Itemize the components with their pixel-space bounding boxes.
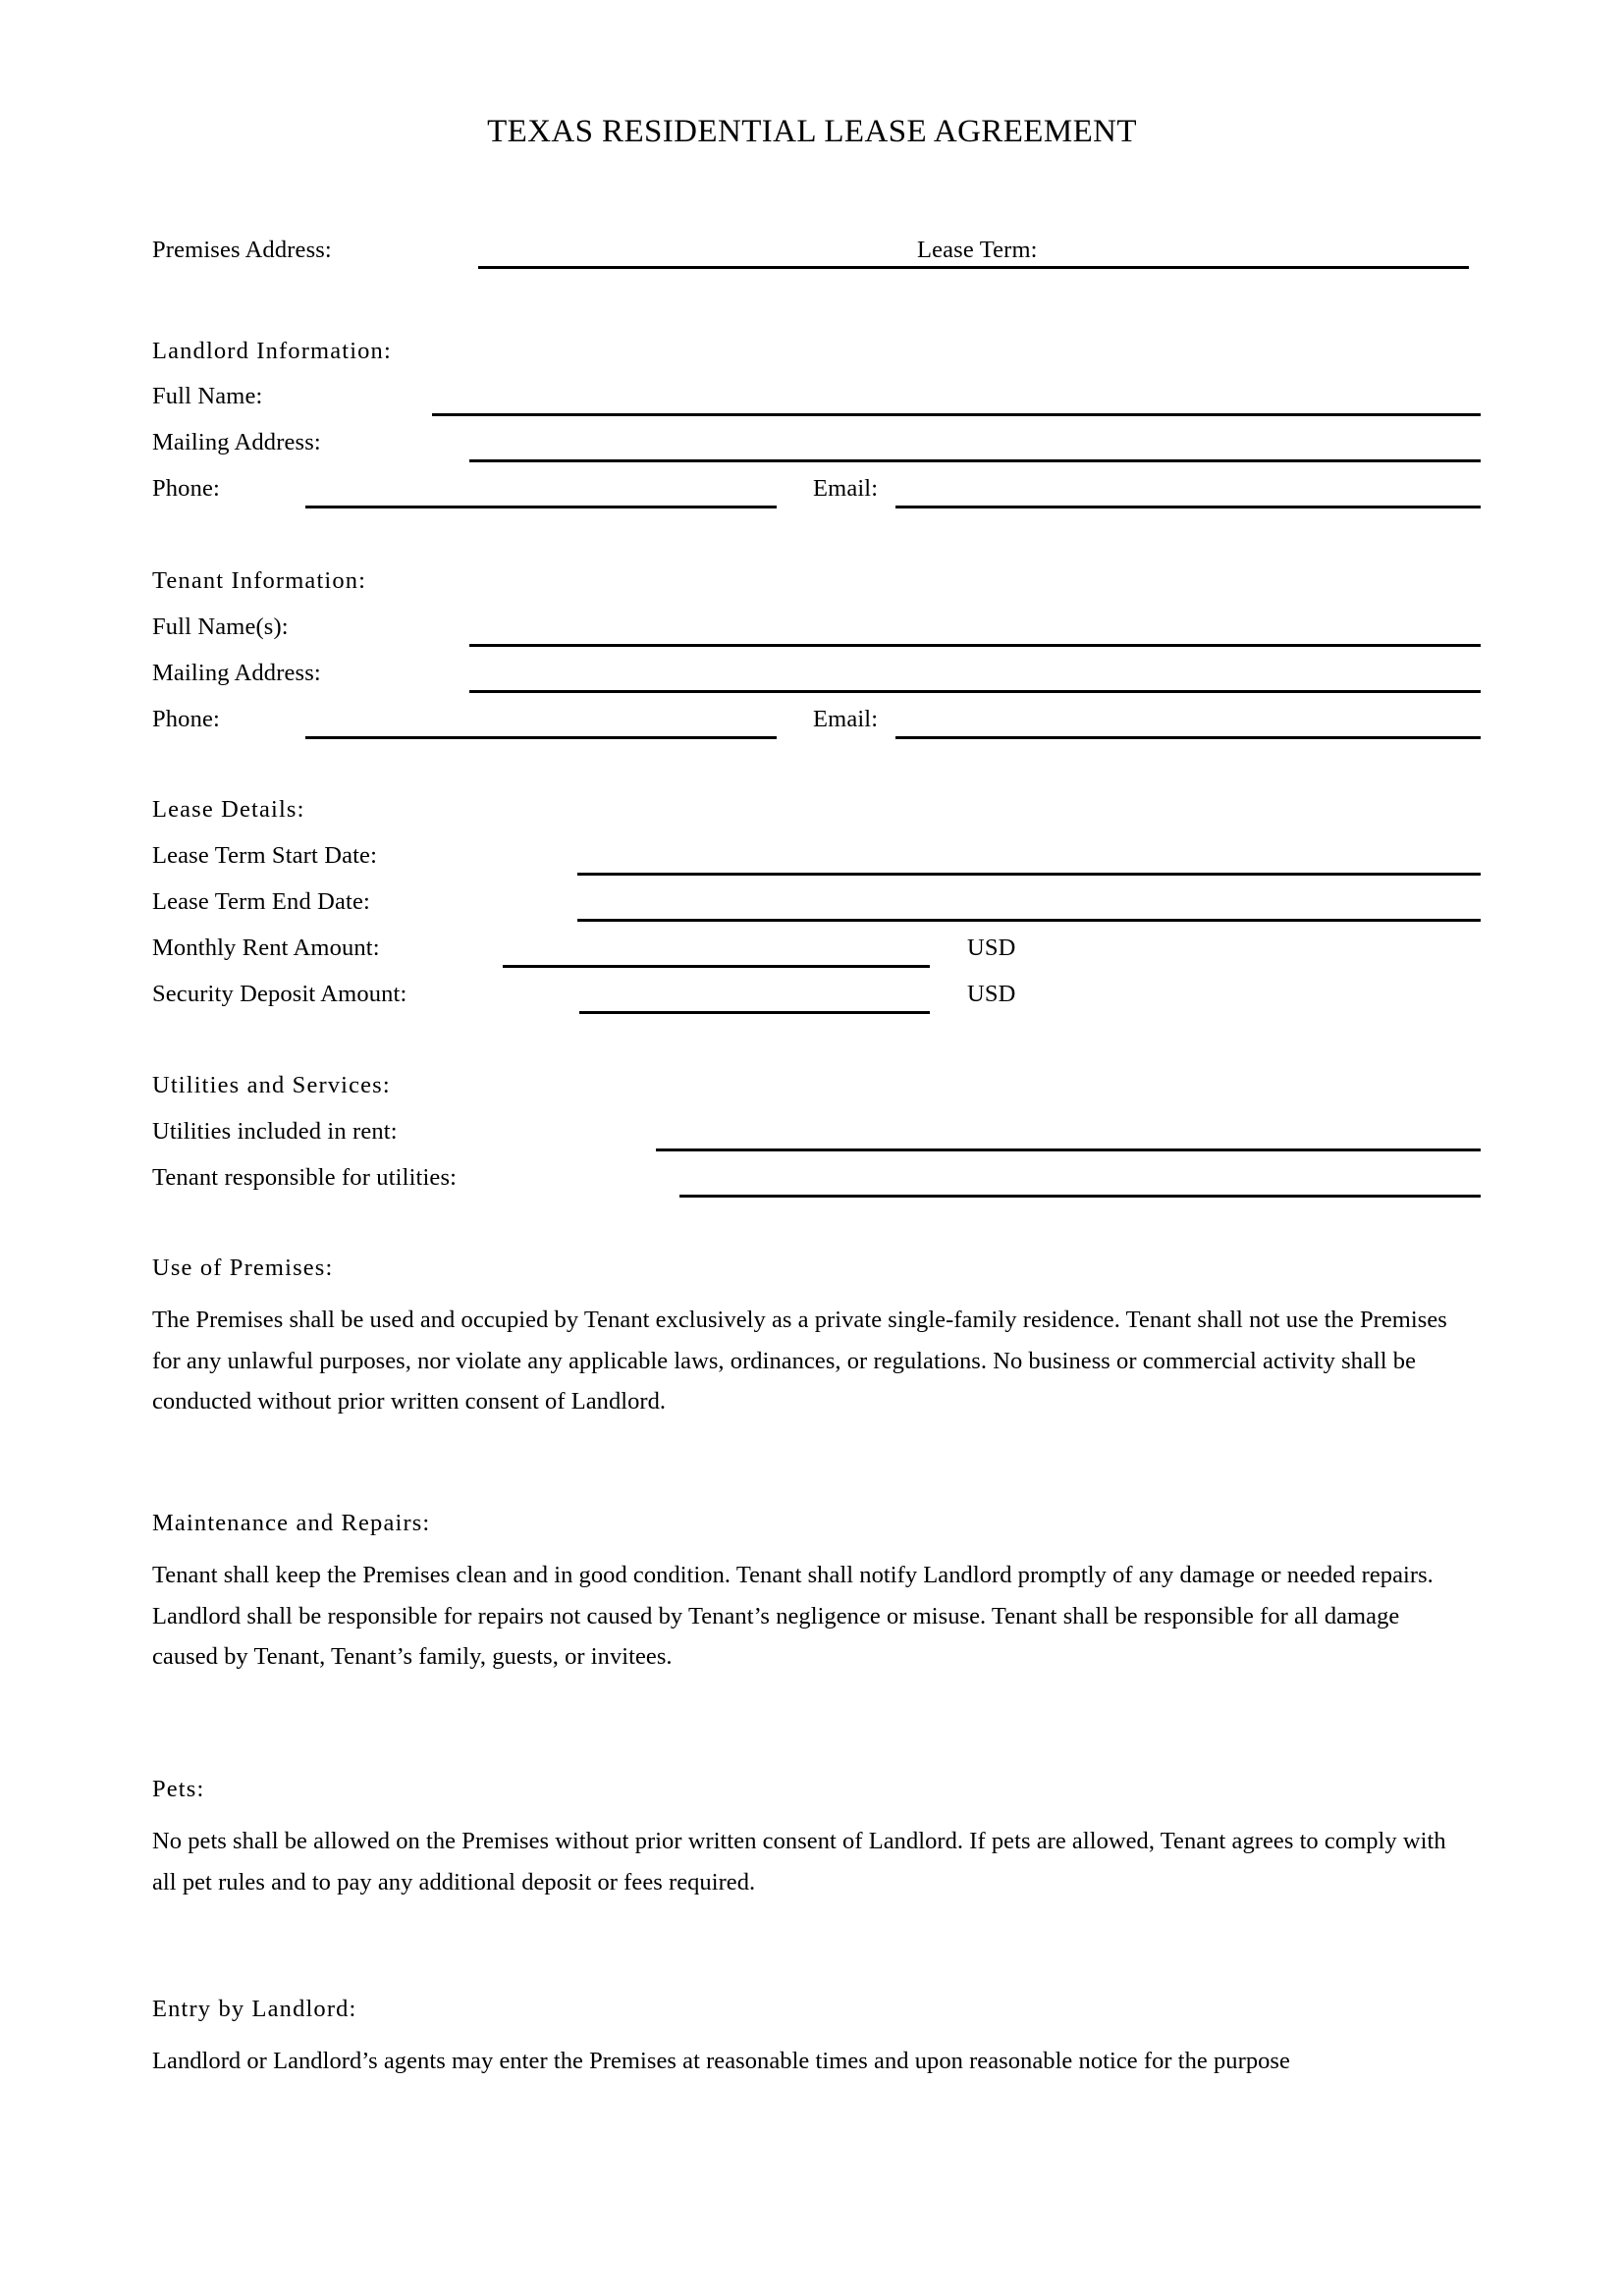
monthly-rent-input-line[interactable] [503, 965, 930, 968]
pets-body: No pets shall be allowed on the Premises without prior written consent of Landlord. If pets are allowed, Tenant agrees to comply with all pet rules and to pay any additional deposit or fees required. [152, 1828, 1446, 1896]
security-deposit-input-line[interactable] [579, 1011, 930, 1014]
security-deposit-currency-label: USD [967, 981, 1016, 1007]
page-title: TEXAS RESIDENTIAL LEASE AGREEMENT [487, 114, 1137, 149]
monthly-rent-currency-label: USD [967, 934, 1016, 961]
landlord-email-input-line[interactable] [895, 506, 1481, 508]
tenant-full-names-label: Full Name(s): [152, 614, 289, 640]
landlord-full-name-input-line[interactable] [432, 413, 1481, 416]
utilities-included-input-line[interactable] [656, 1148, 1481, 1151]
landlord-email-label: Email: [813, 475, 879, 502]
entry-by-landlord-heading: Entry by Landlord: [152, 1996, 357, 2022]
tenant-responsible-utilities-input-line[interactable] [679, 1195, 1481, 1198]
tenant-information-heading: Tenant Information: [152, 567, 367, 594]
lease-details-heading: Lease Details: [152, 796, 305, 823]
entry-by-landlord-body: Landlord or Landlord’s agents may enter the Premises at reasonable times and upon reasonable notice for the purpose [152, 2048, 1290, 2074]
tenant-responsible-utilities-label: Tenant responsible for utilities: [152, 1164, 458, 1191]
landlord-information-heading: Landlord Information: [152, 338, 392, 364]
landlord-phone-label: Phone: [152, 475, 220, 502]
tenant-email-label: Email: [813, 706, 879, 732]
tenant-email-input-line[interactable] [895, 736, 1481, 739]
landlord-full-name-label: Full Name: [152, 383, 263, 409]
lease-start-date-input-line[interactable] [577, 873, 1481, 876]
maintenance-and-repairs-body: Tenant shall keep the Premises clean and in good condition. Tenant shall notify Landlord promptly of any damage or needed repairs. Landlord shall be responsible for repairs not caused by Tenant’s negligence or misuse. Tenant shall be responsible for all damage caused by Tenant, Tenant’s family, guests, or invitees. [152, 1562, 1434, 1670]
use-of-premises-body: The Premises shall be used and occupied by Tenant exclusively as a private single-family residence. Tenant shall not use the Premises for any unlawful purposes, nor violate any applicable laws, ordinances, or regulations. No business or commercial activity shall be conducted without prior written consent of Landlord. [152, 1307, 1447, 1415]
premises-address-label: Premises Address: [152, 237, 332, 263]
tenant-mailing-address-label: Mailing Address: [152, 660, 321, 686]
landlord-phone-input-line[interactable] [305, 506, 777, 508]
monthly-rent-label: Monthly Rent Amount: [152, 934, 380, 961]
pets-heading: Pets: [152, 1776, 205, 1802]
utilities-included-label: Utilities included in rent: [152, 1118, 398, 1145]
tenant-full-names-input-line[interactable] [469, 644, 1481, 647]
use-of-premises-heading: Use of Premises: [152, 1255, 334, 1281]
premises-address-input-line[interactable] [478, 266, 1469, 269]
lease-start-date-label: Lease Term Start Date: [152, 842, 378, 869]
lease-end-date-input-line[interactable] [577, 919, 1481, 922]
landlord-mailing-address-label: Mailing Address: [152, 429, 321, 455]
landlord-mailing-address-input-line[interactable] [469, 459, 1481, 462]
utilities-and-services-heading: Utilities and Services: [152, 1072, 391, 1098]
tenant-phone-input-line[interactable] [305, 736, 777, 739]
maintenance-and-repairs-heading: Maintenance and Repairs: [152, 1510, 431, 1536]
lease-term-label: Lease Term: [917, 237, 1038, 263]
lease-end-date-label: Lease Term End Date: [152, 888, 370, 915]
security-deposit-label: Security Deposit Amount: [152, 981, 407, 1007]
tenant-phone-label: Phone: [152, 706, 220, 732]
tenant-mailing-address-input-line[interactable] [469, 690, 1481, 693]
